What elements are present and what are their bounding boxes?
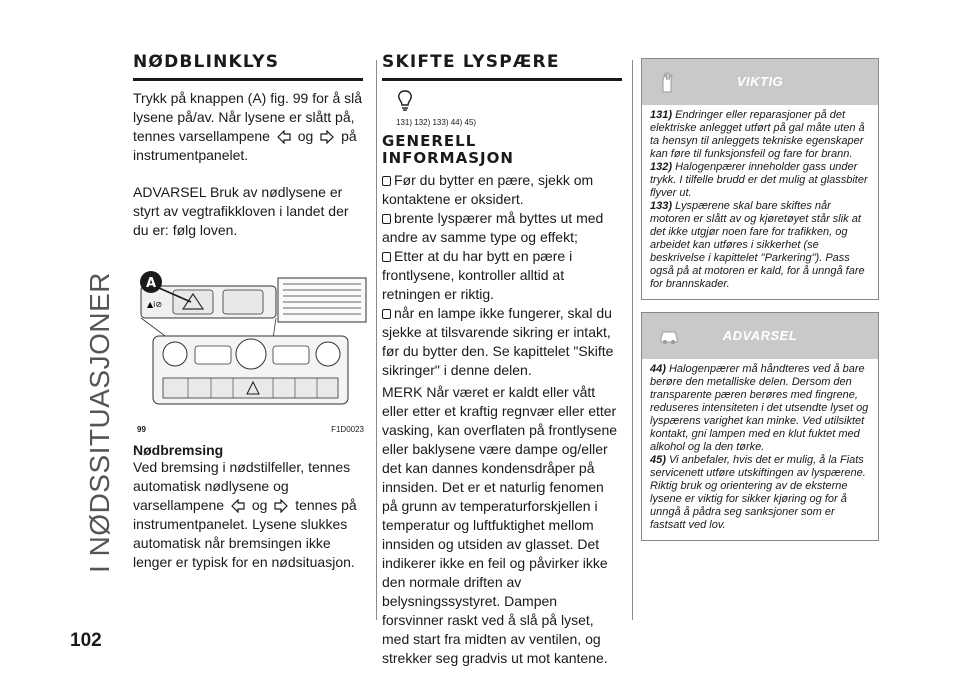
- list-item: Etter at du har bytt en pære i frontlysene, kontroller alltid at retningen er riktig.: [382, 248, 573, 302]
- turn-left-indicator-icon: [231, 499, 245, 513]
- paragraph-text: Ved bremsing i nødstilfeller, tennes automatisk nødlysene og varsellampene: [133, 459, 351, 513]
- column-hazard-lights: [133, 52, 363, 572]
- svg-text:▲i⊘: ▲i⊘: [147, 300, 163, 309]
- paragraph-text: tennes på instrumentpanelet. Lysene slukkes automatisk når bremsingen ikke lenger er typisk for en nødsituasjon.: [133, 497, 357, 570]
- paragraph-text: og: [251, 497, 268, 513]
- section-heading: NØDBLINKLYS: [133, 52, 363, 81]
- paragraph-text: Trykk på knappen (A) fig. 99 for å slå lysene på/av. Når lysene er slått på, tennes varsellampene: [133, 90, 363, 144]
- note-item: 45) Vi anbefaler, hvis det er mulig, å la Fiats servicenett utføre utskiftingen av lyspærene. Riktig bruk og orientering av de eksterne lysene er viktig for sikker kjøring og for å unngå å pådra seg sanksjoner som er fastsatt ved lov.: [650, 454, 866, 531]
- figure-number: 99: [137, 425, 146, 434]
- paragraph: [133, 458, 363, 572]
- paragraph-text: og: [297, 128, 314, 144]
- list-item: Før du bytter en pære, sjekk om kontaktene er oksidert.: [382, 172, 594, 207]
- bulb-icon: [394, 89, 416, 111]
- turn-left-indicator-icon: [277, 130, 291, 144]
- viktig-header: [642, 59, 878, 105]
- list-item: brente lyspærer må byttes ut med andre av samme type og effekt;: [382, 210, 604, 245]
- callout-a-label: A: [145, 276, 157, 291]
- column-divider: [632, 60, 633, 620]
- sub-heading: Nødbremsing: [133, 442, 224, 458]
- figure-code: F1D0023: [331, 425, 364, 434]
- viktig-box: [641, 58, 879, 300]
- section-heading: SKIFTE LYSPÆRE: [382, 52, 622, 81]
- paragraph-text: på instrumentpanelet.: [133, 128, 357, 163]
- note-item: 44) Halogenpærer må håndteres ved å bare berøre den metalliske delen. Dersom den transparente pæren berøres med fingrene, reduseres intensiteten i det utsendte lyset og lyspærens varighet kan minke. Ved utilsiktet kontakt, gni lampen med en klut fuktet med alkohol og la den tørke.: [650, 363, 869, 453]
- page-number: 102: [70, 630, 102, 651]
- note-paragraph: MERK Når været er kaldt eller vått eller etter et kraftig regnvær eller etter vasking, kan overflaten på frontlysene eller baklysene være dampe og/eller det kan dannes kondensdråper på innsiden. Det er et naturlig fenomen på grunn av temperaturforskjellen i temperatur og luftfuktighet mellom innsiden og utsiden av glasset. Det indikerer ikke en feil og påvirker ikke den normale driften av belysningssystyret. Dampen forsvinner raskt ved å slå på lyset, med start fra midten av ventilen, og strekker seg gradvis ut mot kantene.: [382, 384, 618, 666]
- turn-right-indicator-icon: [274, 499, 288, 513]
- note-item: 131) Endringer eller reparasjoner på det elektriske anlegget utført på gal måte uten å ta hensyn til anleggets tekniske egenskaper kan føre til funksjonsfeil og fare for brann.: [650, 109, 865, 160]
- advarsel-box: [641, 312, 879, 541]
- note-references: 131) 132) 133) 44) 45): [396, 118, 477, 127]
- viktig-title: VIKTIG: [736, 74, 784, 89]
- column-divider: [376, 60, 377, 620]
- note-item: 133) Lyspærene skal bare skiftes når motoren er slått av og kjøretøyet står slik at det ikke utgjør noen fare for trafikken, og arbeidet kan utføres i sikkerhet (se beskrivelse i kapittelet "Parkering"). Pass også på at motoren er kald, for å unngå fare for brannskader.: [650, 200, 865, 290]
- figure-hazard-button: [133, 266, 368, 436]
- list-item: når en lampe ikke fungerer, skal du sjekke at tilsvarende sikring er intakt, før du bytter den. Se kapittelet "Skifte sikringer" i denne delen.: [382, 305, 614, 378]
- dashboard-illustration: [133, 266, 368, 426]
- advarsel-header: [642, 313, 878, 359]
- advarsel-title: ADVARSEL: [722, 328, 798, 343]
- column-bulb-replacement: [382, 52, 622, 668]
- note-item: 132) Halogenpærer inneholder gass under trykk. I tilfelle brudd er det mulig at glassbiter flyver ut.: [650, 161, 868, 199]
- column-notes: [641, 58, 879, 553]
- turn-right-indicator-icon: [320, 130, 334, 144]
- warning-paragraph: ADVARSEL Bruk av nødlysene er styrt av vegtrafikkloven i landet der du er: følg loven.: [133, 184, 349, 238]
- sub-heading: GENERELL INFORMASJON: [382, 132, 514, 167]
- paragraph: [133, 89, 363, 165]
- chapter-side-title: I NØDSSITUASJONER: [84, 272, 115, 573]
